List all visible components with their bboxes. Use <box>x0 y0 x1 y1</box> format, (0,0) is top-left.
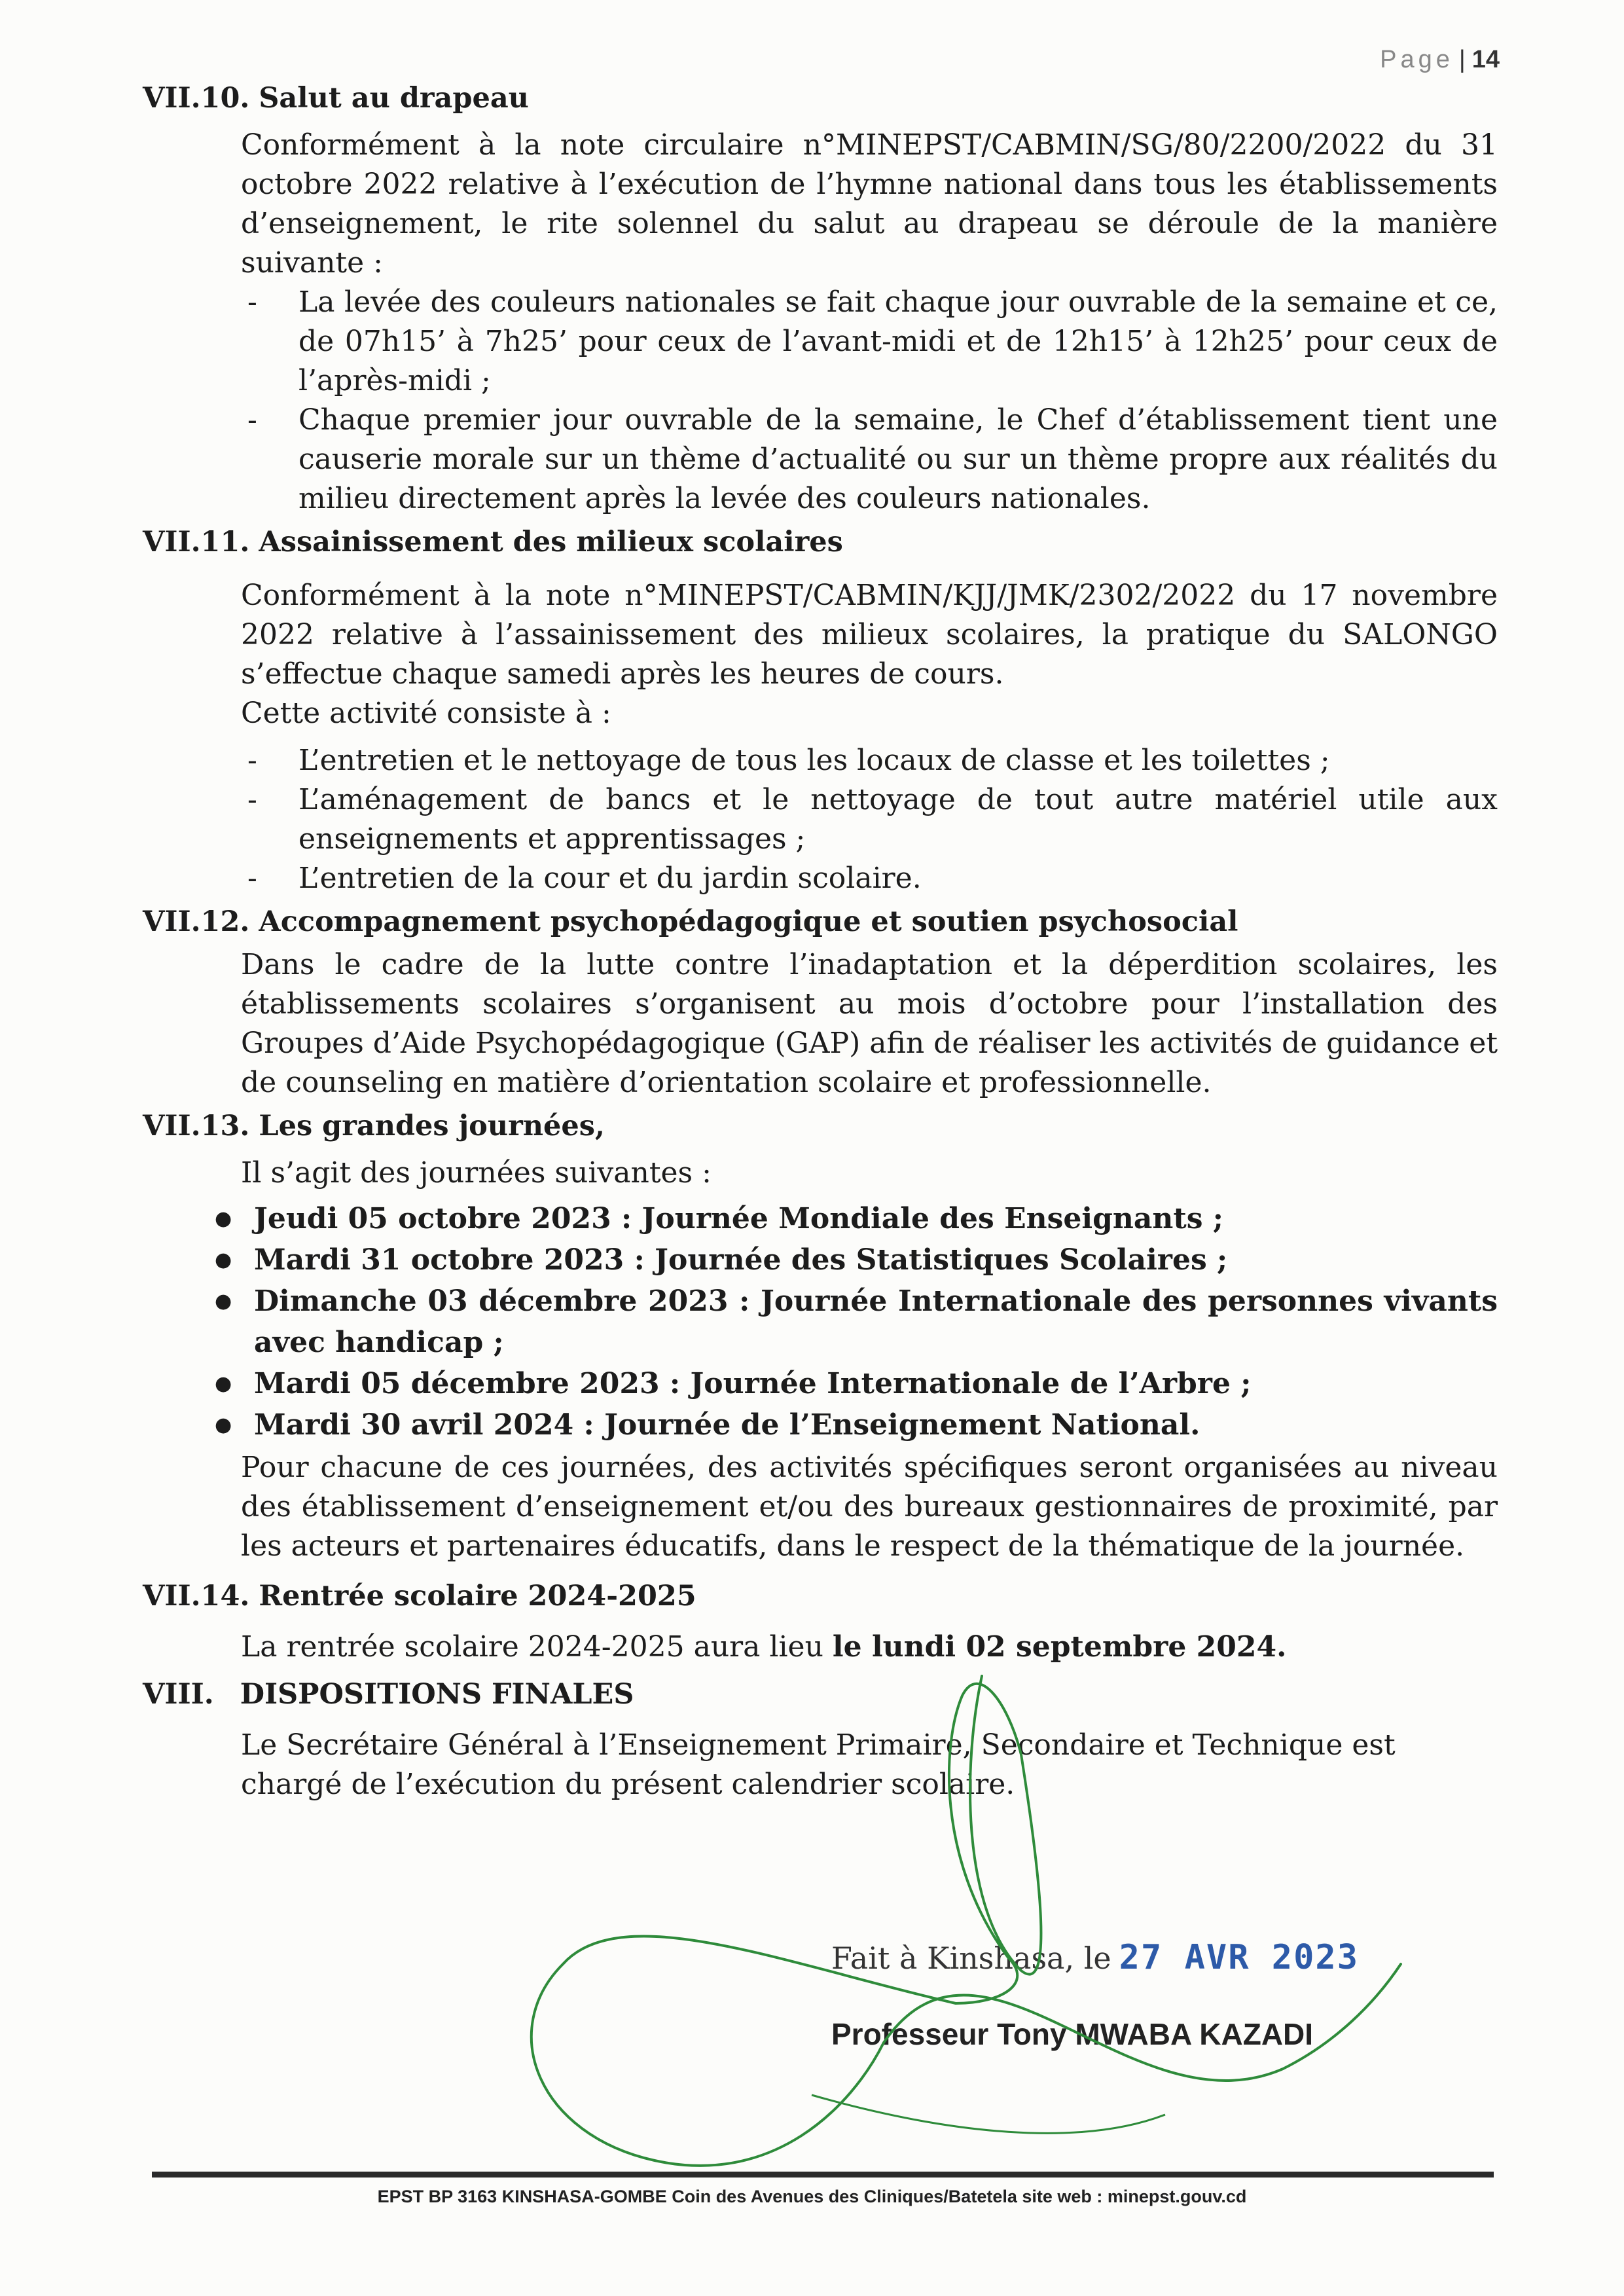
paragraph: Conformément à la note n°MINEPST/CABMIN/KJJ/JMK/2302/2022 du 17 novembre 2022 relative à l’assainissement des milieux scolaires, la pratique du SALONGO s’effectue chaque samedi après les heures de cours. <box>241 579 1498 691</box>
paragraph-text: La rentrée scolaire 2024-2025 aura lieu <box>241 1630 833 1664</box>
paragraph: Cette activité consiste à : <box>241 697 611 730</box>
section-heading <box>143 1576 1498 1616</box>
section-body <box>241 1628 1498 1667</box>
paragraph-bold: le lundi 02 septembre 2024. <box>832 1630 1287 1664</box>
section-number: VIII. <box>143 1678 214 1711</box>
section-body <box>241 576 1498 898</box>
section-title: DISPOSITIONS FINALES <box>240 1678 634 1711</box>
list-item: ● Mardi 05 décembre 2023 : Journée Internationale de l’Arbre ; <box>215 1363 1498 1404</box>
signature-flourish <box>812 2095 1165 2133</box>
place-text: Fait à Kinshasa, le <box>831 1941 1111 1976</box>
section-title: Salut au drapeau <box>259 82 529 115</box>
bullet-list <box>215 1198 1498 1446</box>
section-number: VII.13. <box>143 1110 250 1142</box>
list-item: - L’entretien de la cour et du jardin scolaire. <box>241 859 1498 898</box>
section-title: Les grandes journées, <box>259 1110 605 1142</box>
section-vii-11 <box>143 522 1498 898</box>
page-number-value: 14 <box>1471 46 1500 73</box>
dash-list <box>241 283 1498 519</box>
section-title: Accompagnement psychopédagogique et soutien psychosocial <box>259 905 1238 938</box>
list-item: ● Dimanche 03 décembre 2023 : Journée Internationale des personnes vivants avec handicap ; <box>215 1281 1498 1363</box>
paragraph: Pour chacune de ces journées, des activités spécifiques seront organisées au niveau des établissement d’enseignement et/ou des bureaux gestionnaires de proximité, par les acteurs et partenaires éducatifs, dans le respect de la thématique de la journée. <box>241 1451 1498 1563</box>
document-body <box>143 79 1498 1804</box>
section-body <box>241 126 1498 519</box>
section-heading <box>143 522 1498 562</box>
section-number: VII.14. <box>143 1580 250 1613</box>
section-vii-14 <box>143 1576 1498 1667</box>
date-stamp: 27 AVR 2023 <box>1119 1938 1360 1977</box>
section-vii-12 <box>143 902 1498 1102</box>
section-vii-10 <box>143 79 1498 519</box>
list-item: - La levée des couleurs nationales se fait chaque jour ouvrable de la semaine et ce, de 07h15’ à 7h25’ pour ceux de l’avant-midi et de 12h15’ à 12h25’ pour ceux de l’après-midi ; <box>241 283 1498 401</box>
paragraph: Conformément à la note circulaire n°MINEPST/CABMIN/SG/80/2200/2022 du 31 octobre 2022 relative à l’exécution de l’hymne national dans tous les établissements d’enseignement, le rite solennel du salut au drapeau se déroule de la manière suivante : <box>241 128 1498 280</box>
list-item: ● Mardi 30 avril 2024 : Journée de l’Enseignement National. <box>215 1404 1498 1446</box>
section-heading <box>143 902 1498 941</box>
section-number: VII.11. <box>143 526 250 558</box>
list-item: - L’aménagement de bancs et le nettoyage de tout autre matériel utile aux enseignements et apprentissages ; <box>241 780 1498 859</box>
dash-list <box>241 741 1498 898</box>
section-number: VII.10. <box>143 82 250 115</box>
section-heading <box>143 1675 1498 1714</box>
paragraph: Il s’agit des journées suivantes : <box>241 1156 712 1190</box>
section-title: Assainissement des milieux scolaires <box>259 526 843 558</box>
section-viii <box>143 1675 1498 1804</box>
place-date-line <box>831 1938 1420 1977</box>
section-vii-13 <box>143 1106 1498 1566</box>
signer-name: Professeur Tony MWABA KAZADI <box>831 2017 1314 2051</box>
signature-block <box>831 1938 1420 2052</box>
list-item: - L’entretien et le nettoyage de tous les locaux de classe et les toilettes ; <box>241 741 1498 780</box>
section-body <box>241 945 1498 1102</box>
section-title: Rentrée scolaire 2024-2025 <box>259 1580 696 1613</box>
section-body <box>241 1154 1498 1566</box>
list-item: ● Mardi 31 octobre 2023 : Journée des Statistiques Scolaires ; <box>215 1239 1498 1281</box>
paragraph: Dans le cadre de la lutte contre l’inadaptation et la déperdition scolaires, les établissements scolaires s’organisent au mois d’octobre pour l’installation des Groupes d’Aide Psychopédagogique (GAP) afin de réaliser les activités de guidance et de counseling en matière d’orientation scolaire et professionnelle. <box>241 948 1498 1099</box>
footer-rule <box>152 2172 1494 2178</box>
section-heading <box>143 1106 1498 1146</box>
list-item: ● Jeudi 05 octobre 2023 : Journée Mondiale des Enseignants ; <box>215 1198 1498 1239</box>
paragraph <box>241 1628 1498 1667</box>
list-item: - Chaque premier jour ouvrable de la semaine, le Chef d’établissement tient une causerie morale sur un thème d’actualité ou sur un thème propre aux réalités du milieu directement après la levée des couleurs nationales. <box>241 401 1498 519</box>
section-heading <box>143 79 1498 118</box>
paragraph: Le Secrétaire Général à l’Enseignement Primaire, Secondaire et Technique est chargé de l’exécution du présent calendrier scolaire. <box>241 1728 1396 1801</box>
section-number: VII.12. <box>143 905 250 938</box>
page-number: Page | 14 <box>1380 46 1500 73</box>
footer-address: EPST BP 3163 KINSHASA-GOMBE Coin des Avenues des Cliniques/Batetela site web : minepst.gouv.cd <box>377 2187 1247 2206</box>
page-label: Page <box>1380 46 1454 73</box>
section-body <box>241 1726 1498 1804</box>
